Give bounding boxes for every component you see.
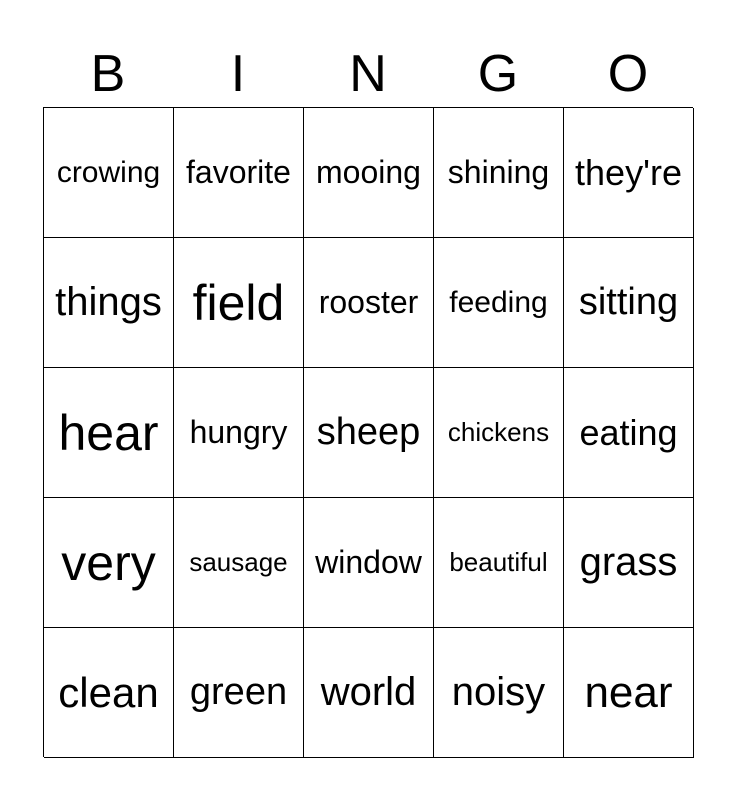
- bingo-cell[interactable]: rooster: [304, 238, 434, 368]
- bingo-cell[interactable]: clean: [44, 628, 174, 758]
- bingo-cell[interactable]: favorite: [174, 108, 304, 238]
- header-letter-b: B: [90, 45, 126, 103]
- bingo-cell[interactable]: noisy: [434, 628, 564, 758]
- bingo-cell[interactable]: beautiful: [434, 498, 564, 628]
- bingo-cell[interactable]: hungry: [174, 368, 304, 498]
- bingo-cell[interactable]: green: [174, 628, 304, 758]
- bingo-cell[interactable]: near: [564, 628, 694, 758]
- bingo-cell[interactable]: chickens: [434, 368, 564, 498]
- bingo-cell[interactable]: sausage: [174, 498, 304, 628]
- bingo-cell[interactable]: eating: [564, 368, 694, 498]
- header-letter-o: O: [607, 45, 649, 103]
- bingo-cell[interactable]: things: [44, 238, 174, 368]
- bingo-cell[interactable]: sheep: [304, 368, 434, 498]
- bingo-cell[interactable]: world: [304, 628, 434, 758]
- bingo-cell[interactable]: field: [174, 238, 304, 368]
- bingo-cell[interactable]: grass: [564, 498, 694, 628]
- bingo-cell[interactable]: they're: [564, 108, 694, 238]
- bingo-cell[interactable]: window: [304, 498, 434, 628]
- header-letter-i: I: [230, 45, 246, 103]
- bingo-cell[interactable]: sitting: [564, 238, 694, 368]
- bingo-cell[interactable]: feeding: [434, 238, 564, 368]
- header-letter-n: N: [349, 45, 387, 103]
- bingo-cell[interactable]: crowing: [44, 108, 174, 238]
- bingo-cell[interactable]: very: [44, 498, 174, 628]
- bingo-card: [43, 107, 693, 757]
- header-letter-g: G: [477, 45, 519, 103]
- bingo-cell[interactable]: mooing: [304, 108, 434, 238]
- bingo-cell[interactable]: hear: [44, 368, 174, 498]
- bingo-header: [43, 44, 693, 104]
- bingo-cell[interactable]: shining: [434, 108, 564, 238]
